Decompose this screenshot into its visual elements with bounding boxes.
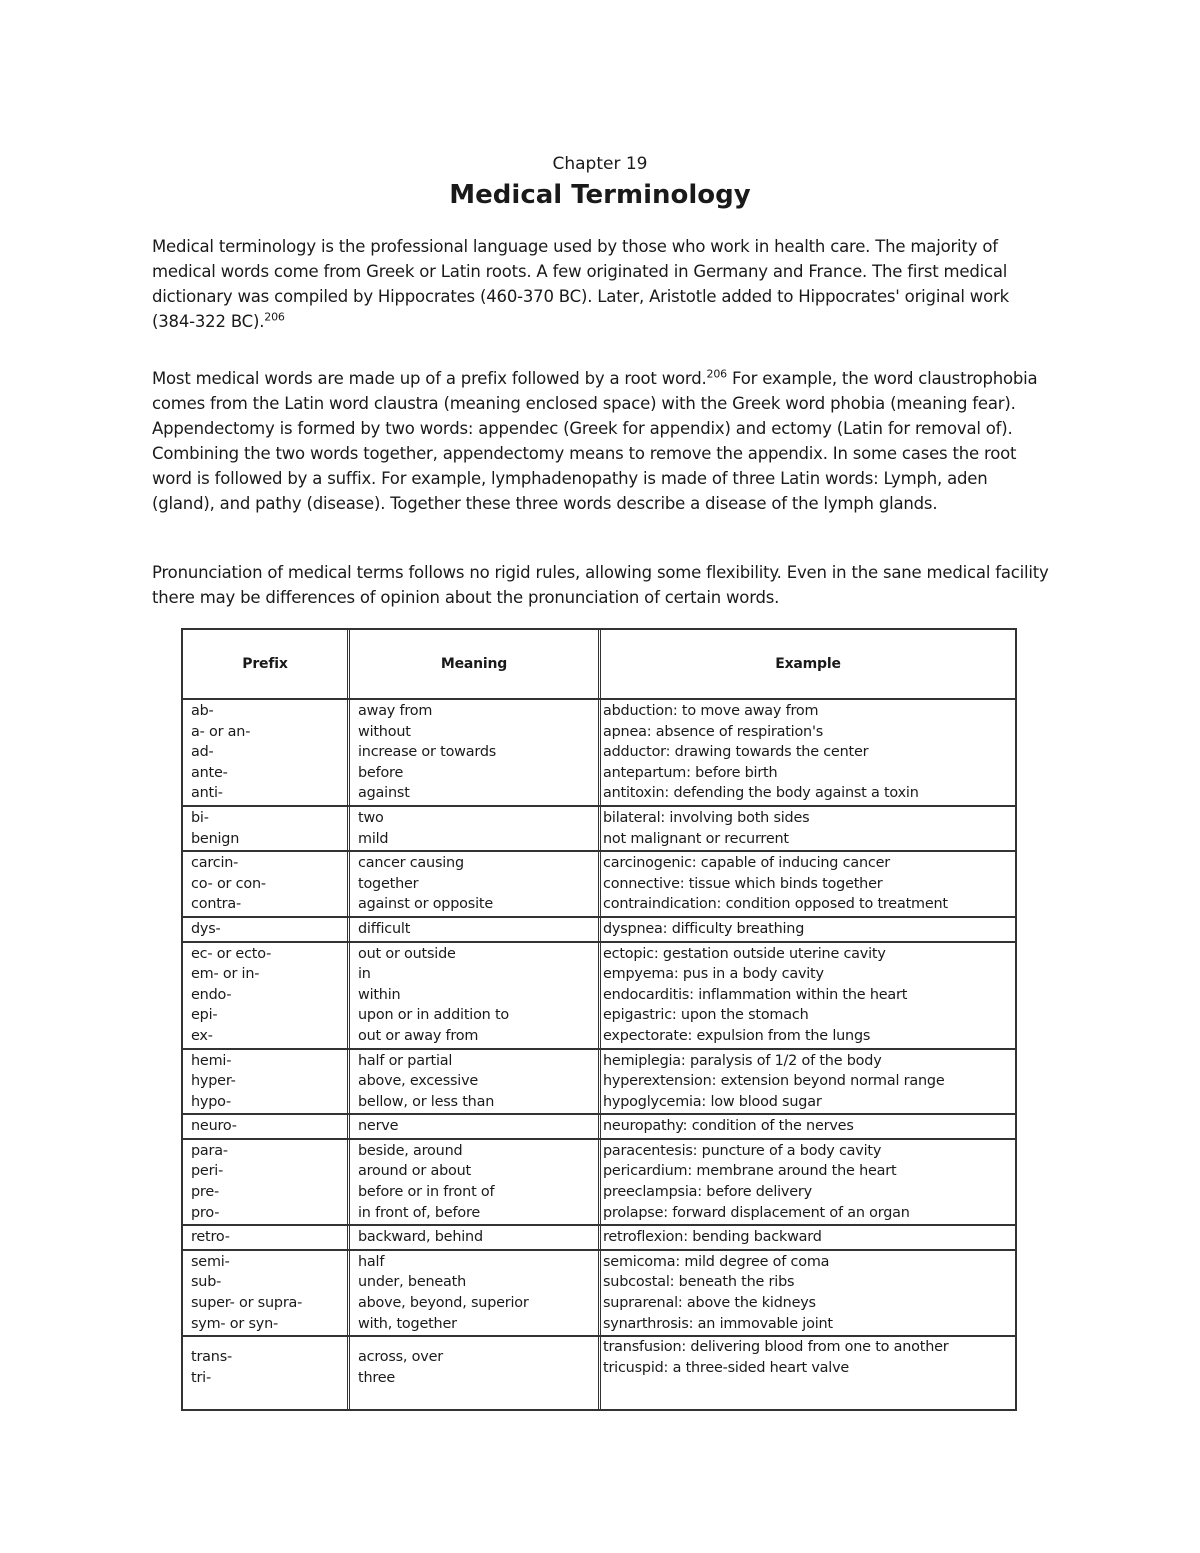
example-text: connective: tissue which binds together <box>603 875 883 892</box>
table-row <box>183 916 1015 941</box>
prefix-text: super- or supra- <box>191 1295 303 1312</box>
prefix-text: co- or con- <box>191 875 266 892</box>
example-text: adductor: drawing towards the center <box>603 744 869 761</box>
meaning-text: difficult <box>358 920 411 937</box>
meaning-text: backward, behind <box>358 1229 483 1246</box>
meaning-cell <box>350 1140 601 1224</box>
header-prefix: Prefix <box>183 630 350 698</box>
example-text: tricuspid: a three-sided heart valve <box>603 1359 850 1376</box>
prefix-text: sub- <box>191 1274 222 1291</box>
example-cell <box>601 1226 1015 1249</box>
prefix-text: para- <box>191 1142 228 1159</box>
example-text: not malignant or recurrent <box>603 830 789 847</box>
footnote-ref: 206 <box>706 367 727 381</box>
prefix-text: pre- <box>191 1184 219 1201</box>
prefix-text: dys- <box>191 920 221 937</box>
meaning-text: above, beyond, superior <box>358 1295 529 1312</box>
meaning-text: out or outside <box>358 945 456 962</box>
chapter-label: Chapter 19 <box>552 154 648 174</box>
intro-text: Medical terminology is the professional language used by those who work in health care. The majority of medical words come from Greek or Latin roots. A few originated in Germany and France. The first medical dictionary was compiled by Hippocrates (460-370 BC). Later, Aristotle added to Hippocrates' original work (384-322 BC). <box>152 237 1009 331</box>
example-text: endocarditis: inflammation within the heart <box>603 986 908 1003</box>
meaning-cell <box>350 1251 601 1335</box>
prefix-text: peri- <box>191 1163 224 1180</box>
table-row <box>183 1249 1015 1335</box>
example-text: hypoglycemia: low blood sugar <box>603 1093 822 1110</box>
meaning-text: around or about <box>358 1163 471 1180</box>
meaning-text: half or partial <box>358 1052 453 1069</box>
example-text: carcinogenic: capable of inducing cancer <box>603 855 890 872</box>
meaning-cell <box>350 918 601 941</box>
prefix-text: em- or in- <box>191 966 260 983</box>
meaning-cell <box>350 1226 601 1249</box>
example-cell <box>601 807 1015 850</box>
prefix-table <box>181 628 1017 1411</box>
example-text: neuropathy: condition of the nerves <box>603 1118 854 1135</box>
example-text: hemiplegia: paralysis of 1/2 of the body <box>603 1052 882 1069</box>
example-text: empyema: pus in a body cavity <box>603 966 824 983</box>
table-row <box>183 805 1015 850</box>
example-text: subcostal: beneath the ribs <box>603 1274 795 1291</box>
prefix-text: ex- <box>191 1027 213 1044</box>
example-cell <box>601 943 1015 1048</box>
meaning-cell <box>350 1115 601 1138</box>
prefix-text: retro- <box>191 1229 230 1246</box>
meaning-text: mild <box>358 830 389 847</box>
example-text: pericardium: membrane around the heart <box>603 1163 897 1180</box>
meaning-text: bellow, or less than <box>358 1093 495 1110</box>
meaning-text: under, beneath <box>358 1274 467 1291</box>
prefix-cell <box>183 1050 350 1114</box>
prefix-text: neuro- <box>191 1118 237 1135</box>
meaning-text: in front of, before <box>358 1204 481 1221</box>
prefix-cell <box>183 1251 350 1335</box>
header-example: Example <box>775 656 841 672</box>
meaning-text: above, excessive <box>358 1073 479 1090</box>
meaning-text: across, over <box>358 1349 443 1366</box>
table-header-row <box>183 630 1015 698</box>
meaning-text: cancer causing <box>358 855 464 872</box>
prefix-cell <box>183 943 350 1048</box>
example-text: prolapse: forward displacement of an organ <box>603 1204 910 1221</box>
prefix-cell <box>183 807 350 850</box>
prefix-text: ab- <box>191 703 214 719</box>
prefix-cell <box>183 1226 350 1249</box>
table-row <box>183 1224 1015 1249</box>
table-row <box>183 850 1015 916</box>
example-text: bilateral: involving both sides <box>603 809 810 826</box>
prefix-text: trans- <box>191 1349 232 1366</box>
page-title: Medical Terminology <box>449 180 751 210</box>
word-structure-paragraph <box>152 366 1052 516</box>
table-row <box>183 1048 1015 1114</box>
example-cell <box>601 1115 1015 1138</box>
table-row <box>183 1113 1015 1138</box>
meaning-text: before or in front of <box>358 1184 495 1201</box>
prefix-text: anti- <box>191 785 223 802</box>
meaning-text: away from <box>358 703 433 719</box>
meaning-text: upon or in addition to <box>358 1007 510 1024</box>
table-row <box>183 698 1015 805</box>
word-structure-text-1: Most medical words are made up of a prefix followed by a root word. <box>152 369 707 388</box>
prefix-text: epi- <box>191 1007 218 1024</box>
prefix-text: tri- <box>191 1369 211 1386</box>
footnote-ref: 206 <box>264 310 285 324</box>
meaning-text: without <box>358 723 411 740</box>
prefix-text: bi- <box>191 809 209 826</box>
meaning-text: against <box>358 785 410 802</box>
prefix-text: carcin- <box>191 855 239 872</box>
prefix-cell <box>183 1140 350 1224</box>
table-row <box>183 941 1015 1048</box>
prefix-text: hyper- <box>191 1073 236 1090</box>
meaning-text: two <box>358 809 384 826</box>
meaning-cell <box>350 700 601 805</box>
meaning-cell <box>350 852 601 916</box>
pronunciation-text: Pronunciation of medical terms follows no rigid rules, allowing some flexibility. Even in the sane medical facility there may be differences of opinion about the pronunciation of certain words. <box>152 563 1049 607</box>
prefix-text: ec- or ecto- <box>191 945 272 962</box>
prefix-cell <box>183 1115 350 1138</box>
meaning-text: in <box>358 966 371 983</box>
example-text: retroflexion: bending backward <box>603 1229 822 1246</box>
prefix-cell <box>183 700 350 805</box>
example-cell <box>601 1337 1015 1409</box>
example-text: synarthrosis: an immovable joint <box>603 1315 833 1332</box>
prefix-text: a- or an- <box>191 723 251 740</box>
meaning-text: against or opposite <box>358 896 493 913</box>
header-meaning: Meaning <box>350 630 601 698</box>
example-text: contraindication: condition opposed to treatment <box>603 896 948 913</box>
meaning-text: within <box>358 986 401 1003</box>
example-cell <box>601 1140 1015 1224</box>
example-text: dyspnea: difficulty breathing <box>603 920 805 937</box>
example-text: antepartum: before birth <box>603 764 778 781</box>
prefix-text: hemi- <box>191 1052 232 1069</box>
prefix-cell <box>183 852 350 916</box>
table-row <box>183 1335 1015 1409</box>
example-text: transfusion: delivering blood from one to another <box>603 1339 949 1356</box>
example-text: apnea: absence of respiration's <box>603 723 824 740</box>
meaning-cell <box>350 807 601 850</box>
meaning-text: nerve <box>358 1118 399 1135</box>
prefix-text: benign <box>191 830 240 847</box>
meaning-text: increase or towards <box>358 744 497 761</box>
example-text: abduction: to move away from <box>603 703 819 719</box>
table-row <box>183 1138 1015 1224</box>
example-text: epigastric: upon the stomach <box>603 1007 809 1024</box>
example-text: hyperextension: extension beyond normal range <box>603 1073 945 1090</box>
prefix-text: ad- <box>191 744 214 761</box>
meaning-text: three <box>358 1369 396 1386</box>
example-text: suprarenal: above the kidneys <box>603 1295 816 1312</box>
example-text: ectopic: gestation outside uterine cavity <box>603 945 886 962</box>
example-cell <box>601 918 1015 941</box>
prefix-text: hypo- <box>191 1093 232 1110</box>
example-cell <box>601 700 1015 805</box>
prefix-text: pro- <box>191 1204 220 1221</box>
example-text: preeclampsia: before delivery <box>603 1184 812 1201</box>
example-cell <box>601 1251 1015 1335</box>
example-cell <box>601 1050 1015 1114</box>
meaning-text: with, together <box>358 1315 457 1332</box>
example-text: antitoxin: defending the body against a toxin <box>603 785 919 802</box>
meaning-text: out or away from <box>358 1027 479 1044</box>
prefix-cell <box>183 1337 350 1409</box>
meaning-text: together <box>358 875 419 892</box>
prefix-text: semi- <box>191 1253 230 1270</box>
meaning-text: half <box>358 1253 385 1270</box>
meaning-cell <box>350 943 601 1048</box>
intro-paragraph <box>152 234 1052 334</box>
prefix-text: sym- or syn- <box>191 1315 279 1332</box>
example-cell <box>601 852 1015 916</box>
example-text: paracentesis: puncture of a body cavity <box>603 1142 882 1159</box>
meaning-text: beside, around <box>358 1142 463 1159</box>
word-structure-text-2: For example, the word claustrophobia comes from the Latin word claustra (meaning enclosed space) with the Greek word phobia (meaning fear). Appendectomy is formed by two words: appendec (Greek for appendix) and ectomy (Latin for removal of). Combining the two words together, appendectomy means to remove the appendix. In some cases the root word is followed by a suffix. For example, lymphadenopathy is made of three Latin words: Lymph, aden (gland), and pathy (disease). Together these three words describe a disease of the lymph glands. <box>152 369 1038 513</box>
prefix-text: ante- <box>191 764 228 781</box>
meaning-text: before <box>358 764 404 781</box>
prefix-cell <box>183 918 350 941</box>
meaning-cell <box>350 1337 601 1409</box>
pronunciation-paragraph <box>152 560 1052 610</box>
prefix-text: contra- <box>191 896 242 913</box>
prefix-text: endo- <box>191 986 232 1003</box>
example-text: semicoma: mild degree of coma <box>603 1253 830 1270</box>
example-text: expectorate: expulsion from the lungs <box>603 1027 871 1044</box>
meaning-cell <box>350 1050 601 1114</box>
